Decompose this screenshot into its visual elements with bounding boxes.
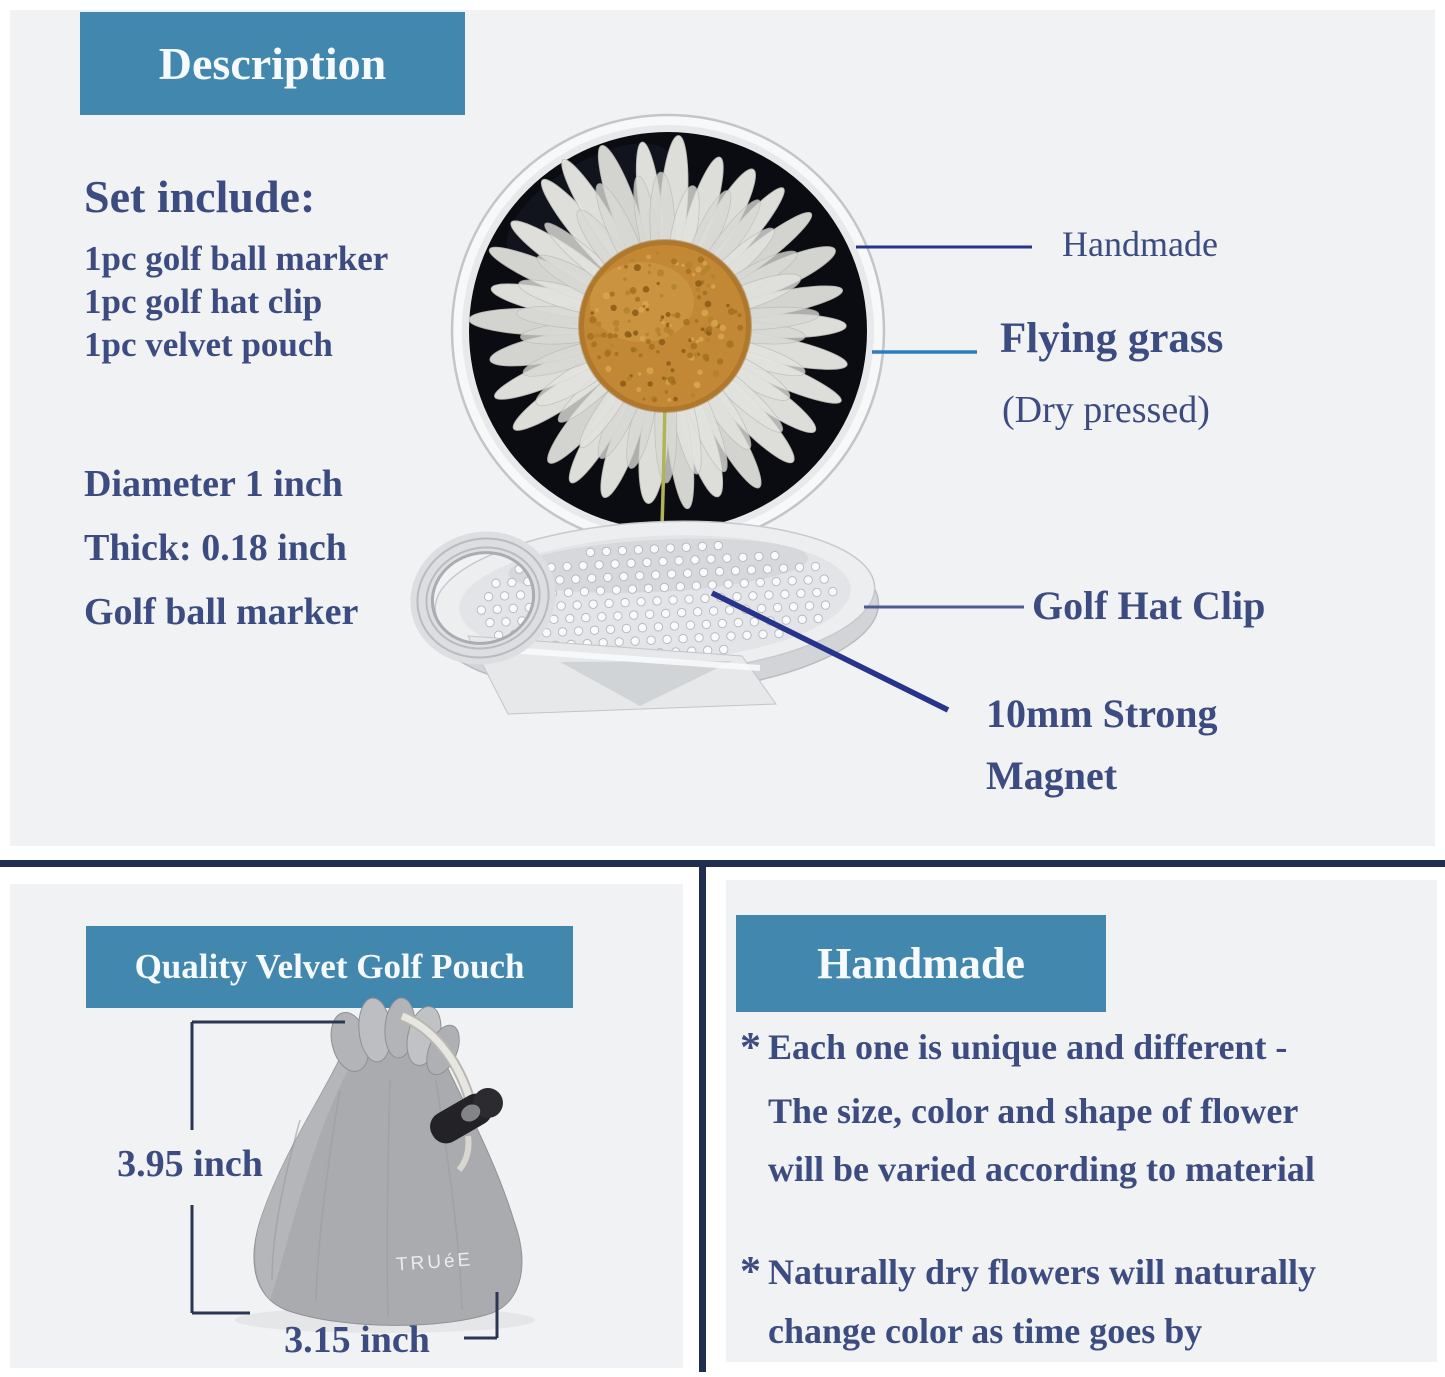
label-golf-hat-clip: Golf Hat Clip [1032,583,1266,628]
daisy-center [579,240,751,412]
label-flying-grass: Flying grass [1000,315,1224,362]
bullet1-line2: The size, color and shape of flower [768,1091,1299,1131]
handmade-header-box [736,915,1106,1012]
label-magnet-line1: 10mm Strong [986,691,1218,736]
pouch-height-label: 3.95 inch [117,1143,263,1185]
bullet2-line1: Naturally dry flowers will naturally [768,1252,1316,1292]
bullet2-line2: change color as time goes by [768,1311,1203,1351]
description-header: Description [158,38,387,89]
pouch-brand-logo: TRUéE [395,1249,474,1276]
bullet1-line3: will be varied according to material [768,1149,1315,1189]
pouch-width-label: 3.15 inch [284,1319,430,1361]
set-item-2: 1pc golf hat clip [84,282,323,321]
spec-diameter: Diameter 1 inch [84,463,343,505]
label-handmade: Handmade [1062,224,1218,264]
label-magnet-line2: Magnet [986,753,1118,798]
handmade-header: Handmade [817,939,1025,988]
pouch-header: Quality Velvet Golf Pouch [134,947,525,986]
set-item-1: 1pc golf ball marker [84,239,389,278]
bullet1-asterisk: * [740,1025,761,1071]
set-include-title: Set include: [84,171,316,222]
label-dry-pressed: (Dry pressed) [1002,389,1210,431]
bullet2-asterisk: * [740,1249,761,1295]
spec-name: Golf ball marker [84,591,359,633]
ball-marker-disc [452,115,884,552]
bullet1-line1: Each one is unique and different - [768,1027,1288,1067]
spec-thickness: Thick: 0.18 inch [84,527,347,569]
pouch-bag [254,997,522,1326]
set-item-3: 1pc velvet pouch [84,325,333,364]
